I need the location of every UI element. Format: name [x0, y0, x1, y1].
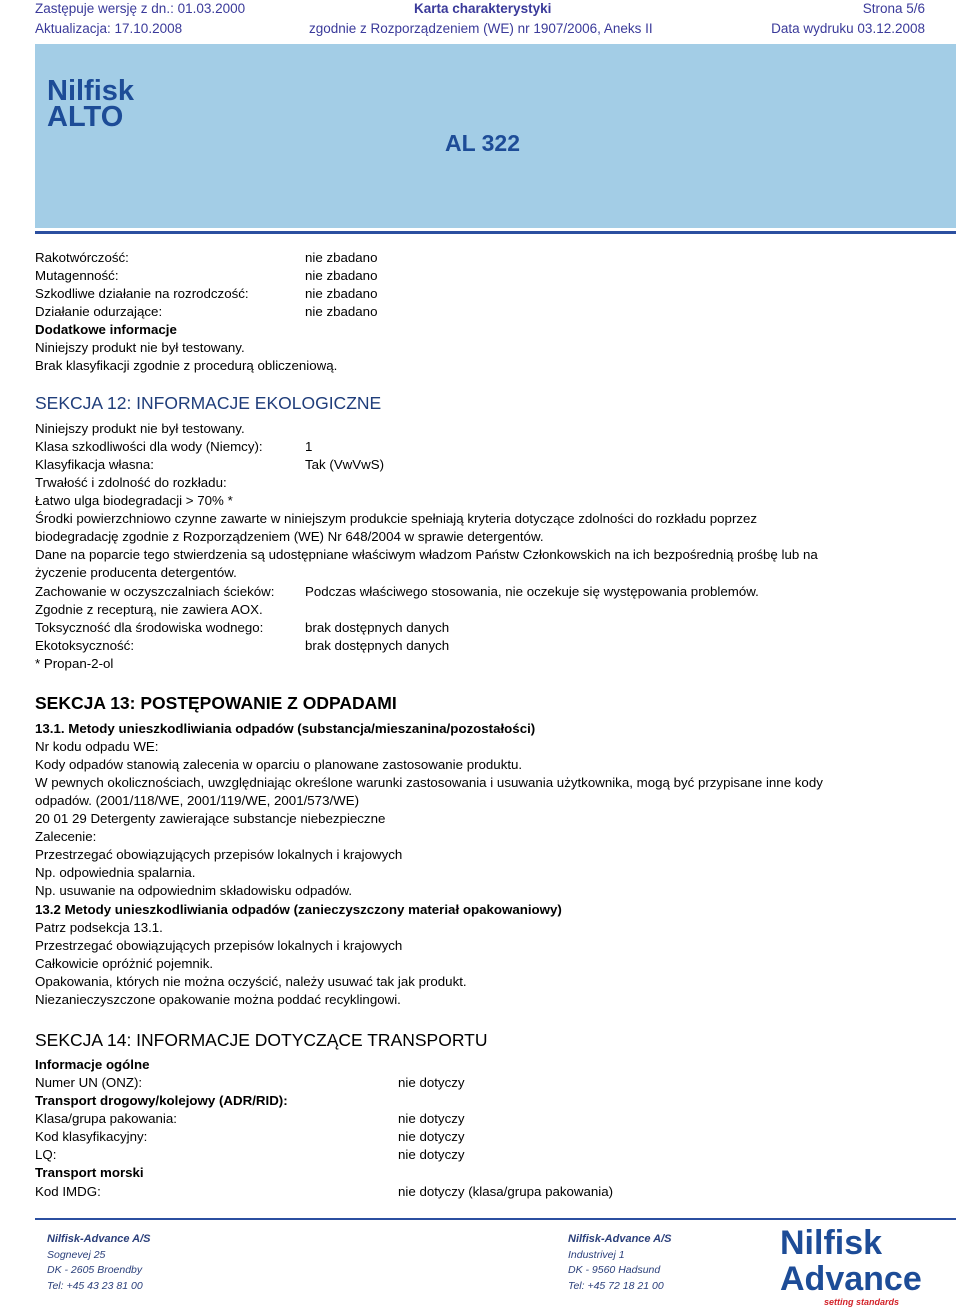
not-tested-text: Niniejszy produkt nie był testowany.	[35, 340, 245, 355]
product-name: AL 322	[445, 130, 521, 156]
footer-divider	[35, 1218, 956, 1220]
subsection-13-1: 13.1. Metody unieszkodliwiania odpadów (substancja/mieszanina/pozostałości)	[35, 721, 536, 736]
tox-label: Mutagenność:	[35, 268, 119, 283]
general-info-heading: Informacje ogólne	[35, 1057, 150, 1072]
nilfisk-advance-logo	[780, 1225, 920, 1315]
imdg-value: nie dotyczy (klasa/grupa pakowania)	[398, 1184, 614, 1199]
tox-value: nie zbadano	[305, 286, 378, 301]
tox-label: Rakotwórczość:	[35, 250, 129, 265]
ecotox-label: Ekotoksyczność:	[35, 638, 135, 653]
lq-value: nie dotyczy	[398, 1147, 465, 1162]
class-group-label: Klasa/grupa pakowania:	[35, 1111, 177, 1126]
aquatic-tox-label: Toksyczność dla środowiska wodnego:	[35, 620, 264, 635]
nilfisk-alto-logo: Nilfisk	[47, 75, 135, 107]
company-name: Nilfisk-Advance A/S	[47, 1233, 151, 1245]
street: Sognevej 25	[47, 1248, 106, 1261]
tox-value: nie zbadano	[305, 304, 378, 319]
imdg-label: Kod IMDG:	[35, 1184, 101, 1199]
city: DK - 2605 Broendby	[47, 1264, 143, 1276]
street: Industrivej 1	[568, 1248, 625, 1261]
print-date: Data wydruku 03.12.2008	[771, 21, 925, 36]
surfactants-text: Środki powierzchniowo czynne zawarte w niniejszym produkcie spełniają kryteria dotyczące zdolności do rozkładu poprzez	[35, 511, 758, 526]
waste-text: odpadów. (2001/118/WE, 2001/119/WE, 2001/573/WE)	[35, 793, 360, 808]
un-number-label: Numer UN (ONZ):	[35, 1075, 143, 1090]
header-banner	[35, 44, 956, 228]
road-transport-heading: Transport drogowy/kolejowy (ADR/RID):	[35, 1093, 288, 1108]
section-14-title: SEKCJA 14: INFORMACJE DOTYCZĄCE TRANSPORTU	[35, 1030, 488, 1050]
data-availability-text: Dane na poparcie tego stwierdzenia są udostępniane właściwym władzom Państw Członkowskich na ich bezpośrednią prośbę lub na	[35, 547, 818, 562]
own-class-value: Tak (VwVwS)	[305, 457, 385, 472]
subsection-13-2: 13.2 Metody unieszkodliwiania odpadów (zanieczyszczony materiał opakowaniowy)	[35, 902, 562, 917]
tox-value: nie zbadano	[305, 268, 378, 283]
section-12-title: SEKCJA 12: INFORMACJE EKOLOGICZNE	[35, 393, 382, 413]
sea-transport-heading: Transport morski	[35, 1165, 144, 1180]
wgk-label: Klasa szkodliwości dla wody (Niemcy):	[35, 439, 263, 454]
logo-advance: Advance	[780, 1260, 922, 1298]
waste-text: Np. usuwanie na odpowiednim składowisku odpadów.	[35, 883, 353, 898]
classification-text: Brak klasyfikacji zgodnie z procedurą obliczeniową.	[35, 358, 338, 373]
un-number-value: nie dotyczy	[398, 1075, 465, 1090]
waste-text: Przestrzegać obowiązujących przepisów lokalnych i krajowych	[35, 847, 403, 862]
section-13-title: SEKCJA 13: POSTĘPOWANIE Z ODPADAMI	[35, 693, 397, 713]
footer-address-right	[568, 1232, 672, 1294]
logo-nilfisk: Nilfisk	[780, 1224, 883, 1262]
city: DK - 9560 Hadsund	[568, 1264, 661, 1276]
not-tested-text: Niniejszy produkt nie był testowany.	[35, 421, 245, 436]
company-name: Nilfisk-Advance A/S	[568, 1233, 672, 1245]
packaging-text: Przestrzegać obowiązujących przepisów lokalnych i krajowych	[35, 938, 403, 953]
phone: Tel: +45 43 23 81 00	[47, 1279, 143, 1292]
banner-divider	[35, 231, 956, 234]
data-availability-text-cont: życzenie producenta detergentów.	[35, 565, 237, 580]
additional-info-heading: Dodatkowe informacje	[35, 322, 177, 337]
wgk-value: 1	[305, 439, 313, 454]
class-group-value: nie dotyczy	[398, 1111, 465, 1126]
waste-code: 20 01 29 Detergenty zawierające substancje niebezpieczne	[35, 811, 386, 826]
packaging-text: Całkowicie opróżnić pojemnik.	[35, 956, 214, 971]
tox-label: Działanie odurzające:	[35, 304, 163, 319]
ecotox-value: brak dostępnych danych	[305, 638, 450, 653]
packaging-text: Niezanieczyszczone opakowanie można poddać recyklingowi.	[35, 992, 401, 1007]
tox-value: nie zbadano	[305, 250, 378, 265]
biodegradation-text: Łatwo ulga biodegradacji > 70% *	[35, 493, 233, 508]
lq-label: LQ:	[35, 1147, 57, 1162]
regulation-ref: zgodnie z Rozporządzeniem (WE) nr 1907/2006, Aneks II	[309, 21, 653, 36]
tox-label: Szkodliwe działanie na rozrodczość:	[35, 286, 249, 301]
waste-text: Kody odpadów stanowią zalecenia w oparciu o planowane zastosowanie produktu.	[35, 757, 523, 772]
aox-text: Zgodnie z recepturą, nie zawiera AOX.	[35, 602, 263, 617]
page-number: Strona 5/6	[862, 1, 925, 16]
surfactants-text-cont: biodegradację zgodnie z Rozporządzeniem (WE) Nr 648/2004 w sprawie detergentów.	[35, 529, 544, 544]
waste-text: Np. odpowiednia spalarnia.	[35, 865, 196, 880]
phone: Tel: +45 72 18 21 00	[568, 1279, 664, 1292]
logo-tagline: setting standards	[824, 1297, 900, 1307]
replaces-version: Zastępuje wersję z dn.: 01.03.2000	[35, 1, 246, 16]
classification-code-label: Kod klasyfikacyjny:	[35, 1129, 148, 1144]
classification-code-value: nie dotyczy	[398, 1129, 465, 1144]
aquatic-tox-value: brak dostępnych danych	[305, 620, 450, 635]
stp-label: Zachowanie w oczyszczalniach ścieków:	[35, 584, 275, 599]
own-class-label: Klasyfikacja własna:	[35, 457, 154, 472]
recommendation-label: Zalecenie:	[35, 829, 97, 844]
footnote: * Propan-2-ol	[35, 656, 114, 671]
packaging-text: Patrz podsekcja 13.1.	[35, 920, 163, 935]
nilfisk-alto-logo-sub: ALTO	[47, 101, 124, 133]
footer-address-left	[47, 1232, 151, 1294]
packaging-text: Opakowania, których nie można oczyścić, należy usuwać tak jak produkt.	[35, 974, 467, 989]
update-date: Aktualizacja: 17.10.2008	[35, 21, 183, 36]
waste-code-label: Nr kodu odpadu WE:	[35, 739, 159, 754]
persistence-label: Trwałość i zdolność do rozkładu:	[35, 475, 227, 490]
waste-text: W pewnych okolicznościach, uwzględniając określone warunki zastosowania i usuwania użytkownika, mogą być przypisane inne kody	[35, 775, 823, 790]
stp-value: Podczas właściwego stosowania, nie oczekuje się występowania problemów.	[305, 584, 759, 599]
document-title: Karta charakterystyki	[414, 1, 552, 16]
